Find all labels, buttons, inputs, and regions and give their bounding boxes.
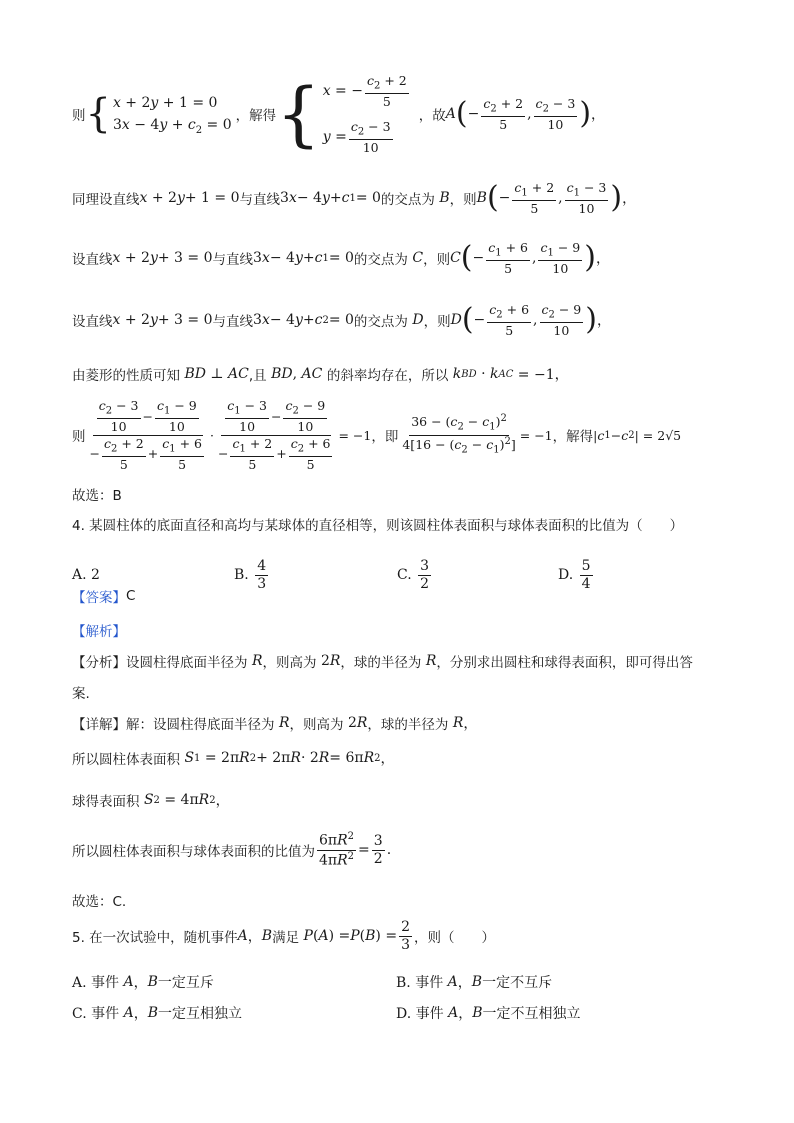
solution-line-slopes: 则 $\frac{c_2 - 3}{10}$ − $\frac{c_1 - 9}{10}$ − $\frac{c_2 + 2}{5}$ + $\frac{c_1 + 6}{5}$ · $\frac{c_1 - 3}{10}$ − $\frac{c_2 - 9}{10}$ − $\frac{c_1 + 2}{5}$ + $\frac{c_2 + 6}{5}$ = −1 ，即 $\frac{36 - (c_2 - c_1)^2}{4[16 - (c_2 - c_1)^2]}$ = −1 ，解得 | c 1 − c 2 | = 2√5: [72, 398, 682, 472]
text: 与直线: [212, 252, 254, 268]
question-5-options-row2: [72, 1003, 722, 1023]
text: 的交点为: [353, 252, 408, 268]
text: D.: [558, 567, 574, 583]
text: ，解得: [235, 108, 277, 124]
answer-value: C: [126, 588, 136, 604]
text: ，则: [423, 252, 451, 268]
solution-line-system: 则 { x + 2y + 1 = 0 $3x - 4y + c_2 = 0$ ，解得 { x = − $\frac{c_2 + 2}{5}$ y = $\frac{c_2 - 3}{10}$ ，故 A ( − $\frac{c_2 + 2}{5}$ , $\frac{c_2 - 3}{10}$ ) ，: [72, 73, 606, 155]
answer-line: [72, 586, 135, 606]
question-5-stem: 5. 在一次试验中，随机事件 A ， B 满足 P ( A ) = P ( B ) = $\frac{2}{3}$ ，则（ ）: [72, 918, 495, 953]
text: ，解得: [552, 429, 594, 445]
brace: {: [85, 91, 111, 137]
text: 一定不互相独立: [482, 1006, 581, 1022]
solution-line-d: 设直线 x + 2 y + 3 = 0 与直线 3 x − 4 y + c 2 = 0 的交点为 D ，则 D ( − $\frac{c_2 + 6}{5}$ , $\frac{c_2 - 9}{10}$ ) ，: [72, 301, 611, 338]
question-4-stem: [72, 514, 683, 534]
text: 设圆柱得底面半径为: [126, 655, 248, 671]
text: 故选：B: [72, 488, 122, 504]
text: A. 事件: [72, 975, 120, 991]
s2-line: 球得表面积 S 2 = 4π R 2 ，: [72, 792, 230, 810]
option-b[interactable]: B. $\frac{4}{3}$: [234, 557, 267, 592]
text: C.: [397, 567, 412, 583]
text: 一定互相独立: [158, 1006, 242, 1022]
text: ，则高为: [262, 655, 317, 671]
text: 案.: [72, 686, 90, 702]
equation-system: x + 2y + 1 = 0 $3x - 4y + c_2 = 0$: [112, 95, 232, 137]
choose-b: [72, 484, 122, 504]
text: ，故: [418, 108, 446, 124]
choose-c: [72, 890, 126, 910]
text: 与直线: [212, 314, 254, 330]
text: 一定不互斥: [482, 975, 553, 991]
fenxi-tag: 【分析】: [72, 655, 126, 671]
option-a[interactable]: [72, 567, 100, 583]
text: 则: [72, 429, 86, 445]
solution-line-rhombus: 由菱形的性质可知 BD ⊥ AC ,且 BD , AC 的斜率均存在，所以 k BD · k AC = −1，: [72, 366, 569, 384]
text: 4. 某圆柱体的底面直径和高均与某球体的直径相等，则该圆柱体表面积与球体表面积的比值为（ ）: [72, 518, 684, 534]
brace: {: [276, 73, 321, 155]
xiangjie-tag: 【详解】: [72, 717, 126, 733]
text: C. 事件: [72, 1006, 120, 1022]
text: ,且: [248, 368, 267, 384]
option-a[interactable]: A. 事件 A ， B 一定互斥: [72, 974, 214, 991]
text: ，则（ ）: [413, 930, 495, 946]
question-4-options: [72, 557, 722, 592]
text: ，则: [423, 314, 451, 330]
text: ，分别求出圆柱和球得表面积，即可得出答: [436, 655, 693, 671]
text: D. 事件: [396, 1006, 444, 1022]
option-c[interactable]: C. $\frac{3}{2}$: [397, 557, 430, 592]
text: B. 事件: [396, 975, 444, 991]
text: 所以圆柱体表面积与球体表面积的比值为: [72, 844, 315, 860]
question-5-options-row1: [72, 972, 722, 992]
text: 5. 在一次试验中，随机事件: [72, 930, 238, 946]
analysis-tag-line: [72, 620, 126, 640]
answer-tag: 【答案】: [72, 590, 126, 606]
text: 由菱形的性质可知: [72, 368, 180, 384]
text: 满足: [272, 930, 300, 946]
text: B.: [234, 567, 249, 583]
text: ，则: [449, 192, 477, 208]
fenxi-line-2: [72, 682, 90, 702]
option-b[interactable]: B. 事件 A ， B 一定不互斥: [396, 974, 553, 991]
solution-line-c: 设直线 x + 2 y + 3 = 0 与直线 3 x − 4 y + c 1 = 0 的交点为 C ，则 C ( − $\frac{c_1 + 6}{5}$ , $\frac{c_1 - 9}{10}$ ) ，: [72, 239, 610, 276]
text: 球得表面积: [72, 794, 140, 810]
xiangjie-line: 【详解】 解：设圆柱得底面半径为 R ，则高为 2 R ，球的半径为 R ，: [72, 715, 478, 733]
text: A. 2: [72, 567, 100, 583]
text: 的斜率均存在，所以: [326, 368, 449, 384]
text: 所以圆柱体表面积: [72, 752, 180, 768]
text: 设直线: [72, 252, 113, 268]
text: 一定互斥: [157, 975, 214, 991]
analysis-tag: 【解析】: [72, 624, 126, 640]
ratio-line: 所以圆柱体表面积与球体表面积的比值为 $\frac{6\pi R^2}{4\pi R^2}$ = $\frac{3}{2}$ .: [72, 831, 392, 869]
option-d[interactable]: D. 事件 A ， B 一定不互相独立: [396, 1005, 581, 1022]
text: ，则高为: [289, 717, 344, 733]
fenxi-line: 【分析】 设圆柱得底面半径为 R ，则高为 2 R ，球的半径为 R ，分别求出圆柱和球得表面积，即可得出答: [72, 653, 693, 671]
text: ，球的半径为: [340, 655, 422, 671]
text: 解：设圆柱得底面半径为: [126, 717, 275, 733]
solution-system: x = − $\frac{c_2 + 2}{5}$ y = $\frac{c_2 - 3}{10}$: [322, 73, 407, 155]
text: 设直线: [72, 314, 113, 330]
text: 则: [72, 108, 86, 124]
option-c[interactable]: C. 事件 A ， B 一定互相独立: [72, 1005, 242, 1022]
solution-line-b: 同理设直线 x + 2 y + 1 = 0 与直线 3 x − 4 y + c 1 = 0 的交点为 B ，则 B ( − $\frac{c_1 + 2}{5}$ , $\frac{c_1 - 3}{10}$ ) ，: [72, 179, 637, 216]
text: 故选：C.: [72, 894, 127, 910]
option-d[interactable]: D. $\frac{5}{4}$: [558, 557, 591, 592]
text: 的交点为: [353, 314, 408, 330]
s1-line: 所以圆柱体表面积 S 1 = 2π R 2 + 2π R · 2 R = 6π R 2 ，: [72, 750, 395, 768]
text: 的交点为: [380, 192, 435, 208]
text: 与直线: [239, 192, 281, 208]
text: ，即: [371, 429, 399, 445]
text: 同理设直线: [72, 192, 140, 208]
text: ，球的半径为: [367, 717, 449, 733]
